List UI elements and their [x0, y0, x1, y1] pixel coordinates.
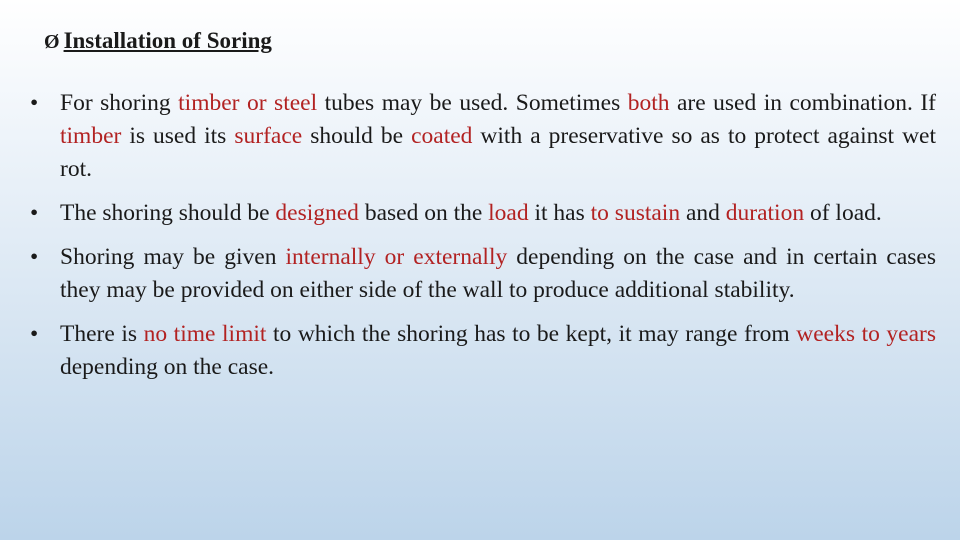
bullet-text: and: [680, 200, 726, 226]
bullet-dot-icon: •: [30, 321, 39, 347]
slide-title-text: Installation of Soring: [63, 28, 272, 53]
highlighted-text: internally or externally: [285, 244, 508, 270]
highlighted-text: timber or steel: [178, 90, 318, 116]
bullet-text: The shoring should be: [60, 200, 276, 226]
bullet-text: tubes may be used. Sometimes: [317, 90, 628, 116]
bullet-item: [26, 197, 936, 230]
bullet-text: it has: [528, 200, 591, 226]
bullet-text: depending on the case and in certain cases they may be provided on either side of the wall to produce additional stability.: [60, 244, 936, 303]
highlighted-text: timber: [60, 123, 122, 149]
bullet-text: based on the: [358, 200, 489, 226]
highlighted-text: to sustain: [590, 200, 681, 226]
highlighted-text: designed: [275, 200, 359, 226]
bullet-dot-icon: •: [30, 200, 39, 226]
highlighted-text: no time limit: [143, 321, 267, 347]
slide-title: [44, 28, 272, 54]
bullet-dot-icon: •: [30, 244, 39, 270]
highlighted-text: duration: [725, 200, 805, 226]
bullet-dot-icon: •: [30, 90, 39, 116]
bullet-item: [26, 241, 936, 307]
bullet-text: of load.: [804, 200, 882, 226]
bullet-text: should be: [302, 123, 412, 149]
bullet-list: [26, 87, 936, 395]
bullet-text: to which the shoring has to be kept, it may range from: [266, 321, 797, 347]
bullet-item: [26, 318, 936, 384]
bullet-item: [26, 87, 936, 186]
bullet-text: Shoring may be given: [60, 244, 286, 270]
arrow-bullet-icon: Ø: [44, 31, 60, 53]
highlighted-text: both: [627, 90, 670, 116]
highlighted-text: coated: [411, 123, 473, 149]
highlighted-text: surface: [234, 123, 303, 149]
bullet-text: For shoring: [60, 90, 179, 116]
bullet-text: are used in combination. If: [669, 90, 936, 116]
bullet-text: with a preservative so as to protect against wet rot.: [60, 123, 937, 182]
bullet-text: is used its: [121, 123, 235, 149]
highlighted-text: load: [488, 200, 529, 226]
highlighted-text: weeks to years: [796, 321, 936, 347]
bullet-text: depending on the case.: [60, 354, 275, 380]
bullet-text: There is: [60, 321, 144, 347]
